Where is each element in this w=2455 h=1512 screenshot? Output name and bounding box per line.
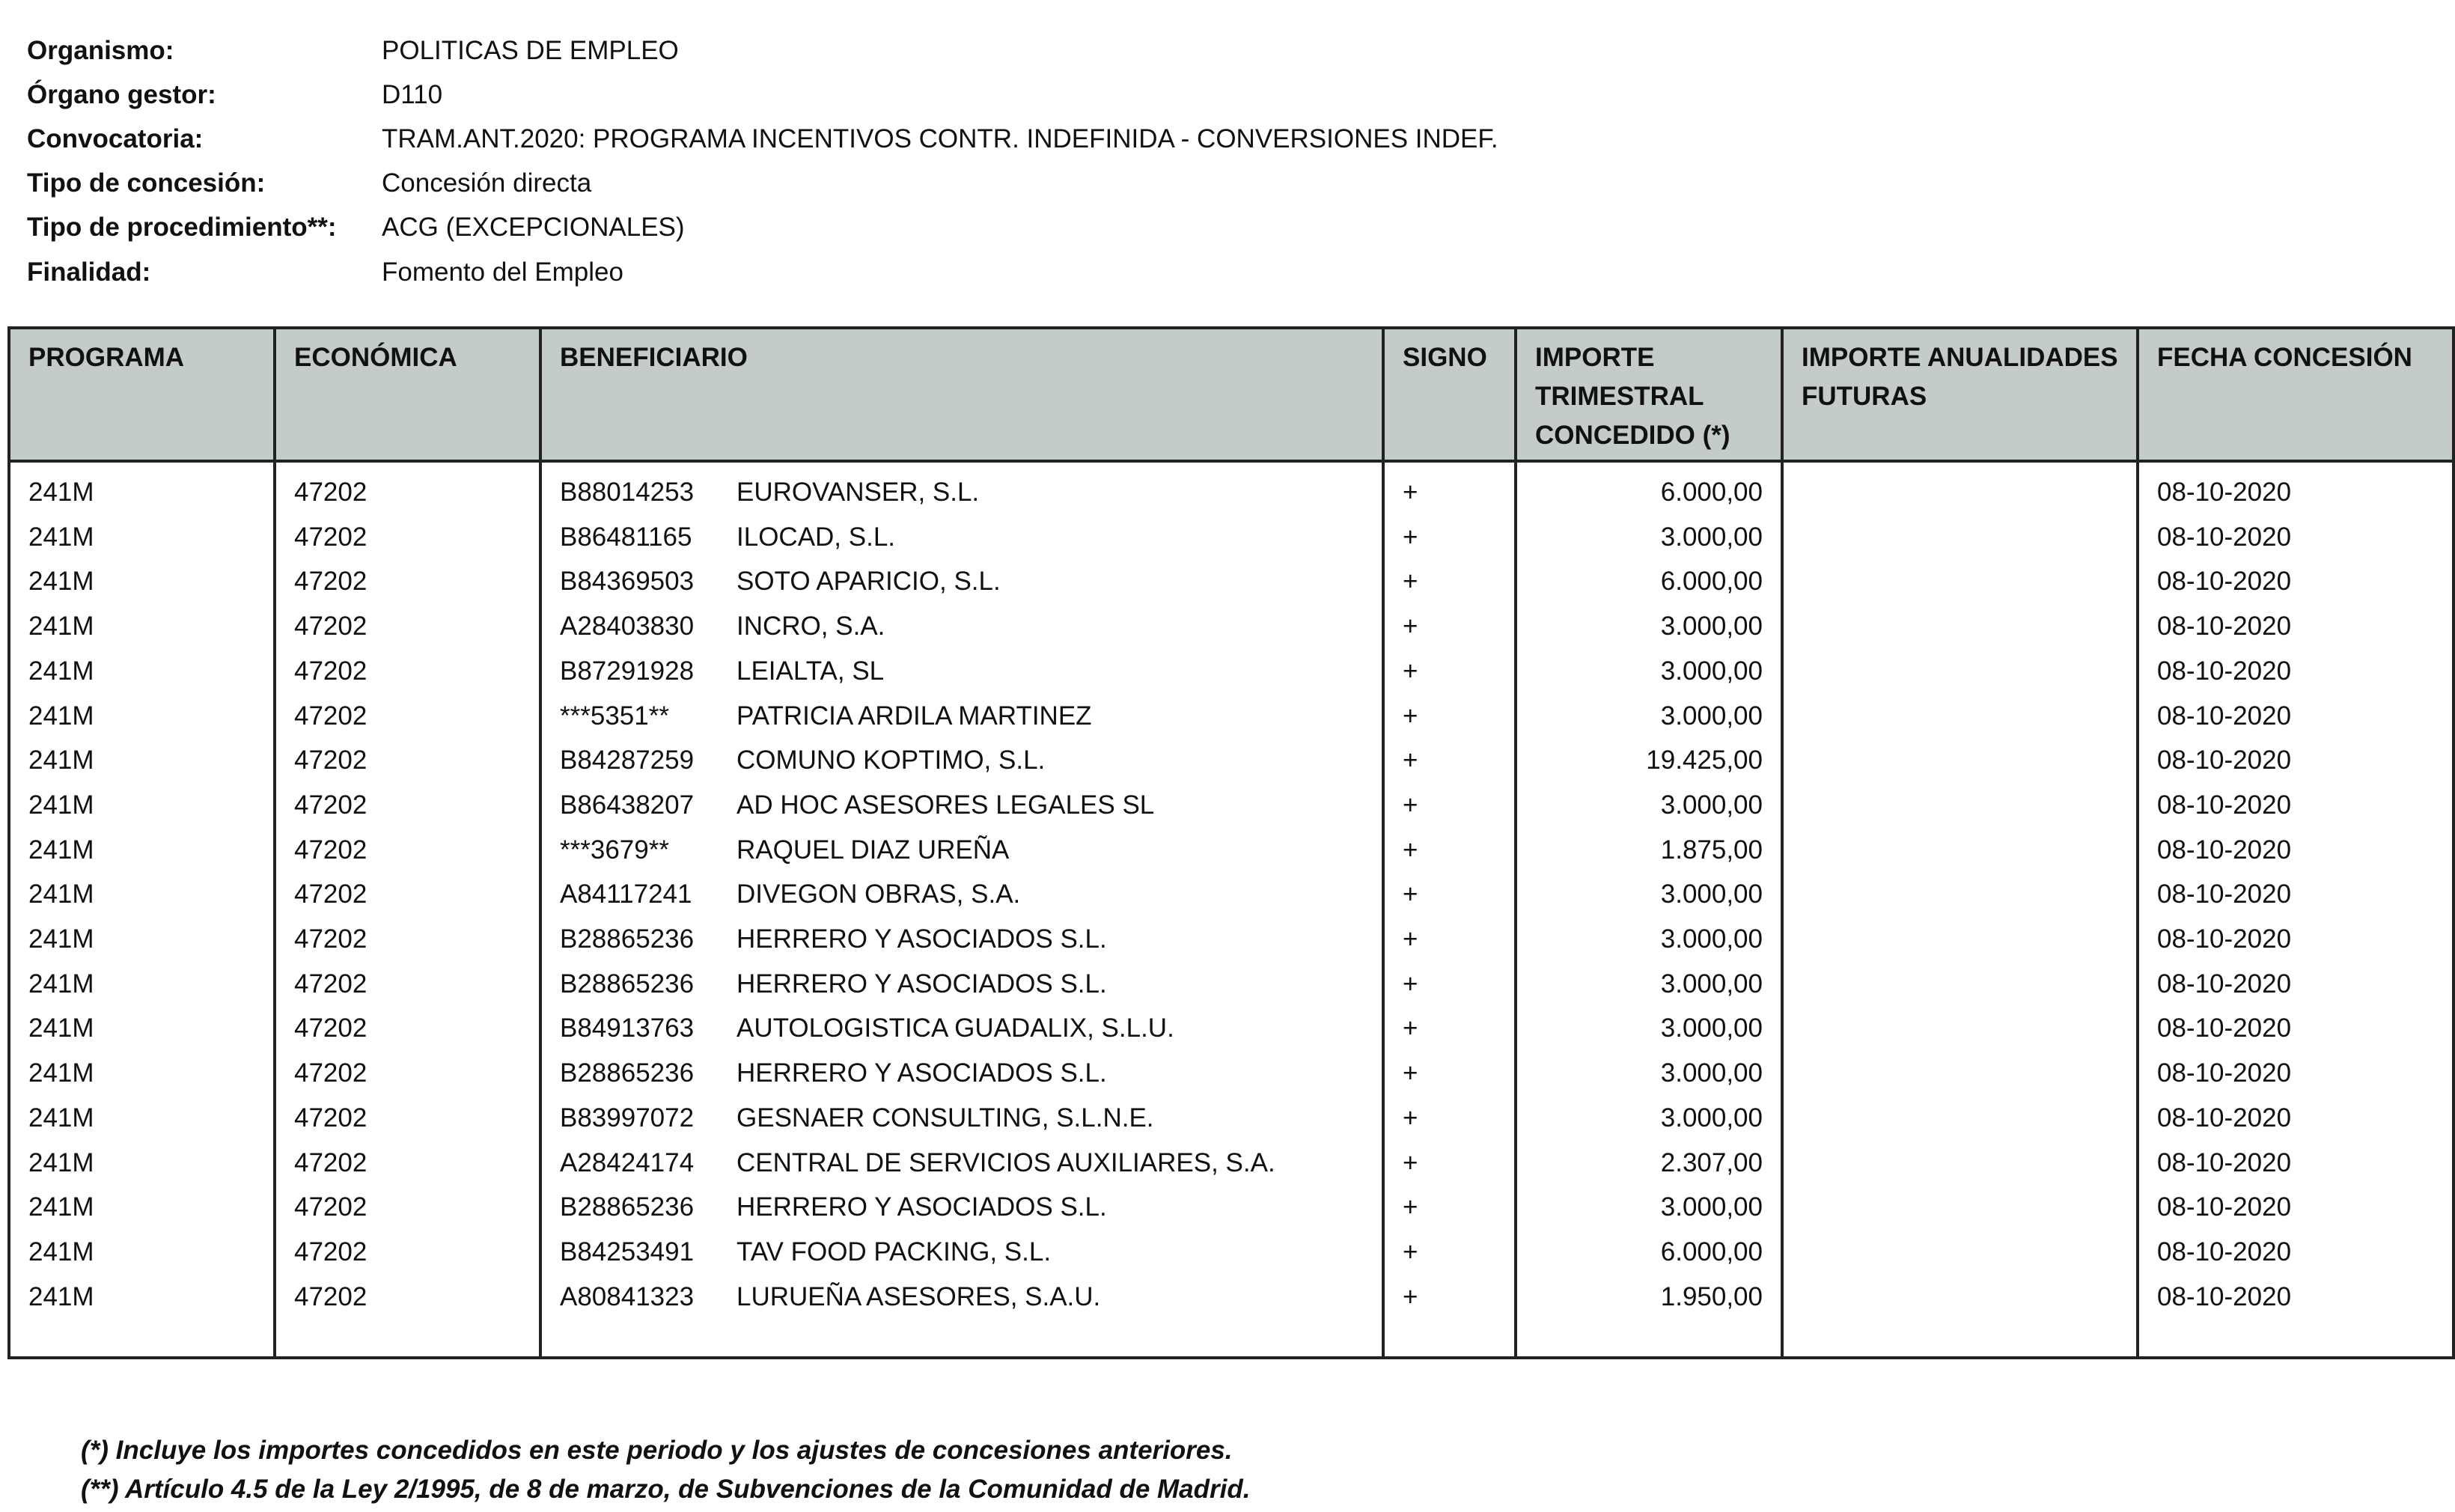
- cell-futuras: [1782, 1006, 2138, 1051]
- table-row: [9, 917, 2454, 962]
- beneficiary-name: PATRICIA ARDILA MARTINEZ: [736, 701, 1092, 731]
- cell-importe: 2.307,00: [1516, 1141, 1782, 1186]
- cell-importe: 3.000,00: [1516, 1006, 1782, 1051]
- cell-beneficiario: [540, 604, 1383, 649]
- cell-economica: 47202: [275, 962, 540, 1007]
- meta-value: POLITICAS DE EMPLEO: [382, 35, 679, 65]
- cell-fecha: 08-10-2020: [2138, 559, 2454, 604]
- beneficiary-name: GESNAER CONSULTING, S.L.N.E.: [736, 1103, 1154, 1133]
- cell-importe: 3.000,00: [1516, 1185, 1782, 1230]
- cell-signo: +: [1383, 1006, 1516, 1051]
- meta-row-organismo: [27, 28, 1498, 73]
- beneficiary-id: B83997072: [560, 1103, 695, 1133]
- beneficiary-name: LEIALTA, SL: [736, 656, 885, 686]
- meta-row-tipo-concesion: [27, 162, 1498, 206]
- meta-value: D110: [382, 79, 443, 109]
- meta-value: ACG (EXCEPCIONALES): [382, 213, 685, 243]
- beneficiary-name: ILOCAD, S.L.: [736, 522, 896, 552]
- table-row: [9, 649, 2454, 694]
- beneficiary-id: B87291928: [560, 656, 695, 686]
- beneficiary-id: B84913763: [560, 1013, 695, 1043]
- cell-economica: 47202: [275, 738, 540, 783]
- cell-programa: 241M: [9, 1141, 275, 1186]
- cell-importe: 3.000,00: [1516, 783, 1782, 828]
- cell-programa: 241M: [9, 962, 275, 1007]
- cell-importe: 3.000,00: [1516, 872, 1782, 917]
- cell-signo: +: [1383, 515, 1516, 560]
- cell-programa: 241M: [9, 738, 275, 783]
- cell-signo: +: [1383, 783, 1516, 828]
- cell-beneficiario: [540, 461, 1383, 515]
- cell-economica: 47202: [275, 515, 540, 560]
- beneficiary-name: HERRERO Y ASOCIADOS S.L.: [736, 1058, 1107, 1088]
- table-row: [9, 1096, 2454, 1141]
- cell-programa: 241M: [9, 1185, 275, 1230]
- meta-label: Organismo:: [27, 35, 174, 65]
- cell-futuras: [1782, 1051, 2138, 1096]
- cell-importe: 6.000,00: [1516, 559, 1782, 604]
- table-row: [9, 1230, 2454, 1275]
- footnotes: [81, 1431, 1250, 1509]
- cell-signo: +: [1383, 1230, 1516, 1275]
- cell-fecha: 08-10-2020: [2138, 1006, 2454, 1051]
- cell-economica: 47202: [275, 1230, 540, 1275]
- meta-value: TRAM.ANT.2020: PROGRAMA INCENTIVOS CONTR. INDEFINIDA - CONVERSIONES INDEF.: [382, 124, 1498, 153]
- beneficiary-name: COMUNO KOPTIMO, S.L.: [736, 746, 1046, 775]
- cell-importe: 19.425,00: [1516, 738, 1782, 783]
- cell-beneficiario: [540, 783, 1383, 828]
- cell-economica: 47202: [275, 694, 540, 739]
- cell-fecha: 08-10-2020: [2138, 515, 2454, 560]
- cell-importe: 3.000,00: [1516, 962, 1782, 1007]
- cell-signo: +: [1383, 872, 1516, 917]
- table-row: [9, 1006, 2454, 1051]
- table-row: [9, 1051, 2454, 1096]
- table-row: [9, 461, 2454, 515]
- cell-beneficiario: [540, 1096, 1383, 1141]
- cell-importe: 3.000,00: [1516, 1096, 1782, 1141]
- beneficiary-name: INCRO, S.A.: [736, 612, 885, 641]
- cell-programa: 241M: [9, 1275, 275, 1320]
- document-header: [27, 28, 1498, 294]
- cell-beneficiario: [540, 649, 1383, 694]
- cell-futuras: [1782, 694, 2138, 739]
- meta-row-tipo-procedimiento: [27, 206, 1498, 250]
- cell-signo: +: [1383, 962, 1516, 1007]
- cell-beneficiario: [540, 559, 1383, 604]
- table-row: [9, 962, 2454, 1007]
- cell-programa: 241M: [9, 828, 275, 873]
- table-end-spacer: [9, 1319, 2454, 1358]
- empty-cell: [1782, 1319, 2138, 1358]
- cell-futuras: [1782, 649, 2138, 694]
- cell-programa: 241M: [9, 461, 275, 515]
- meta-row-convocatoria: [27, 117, 1498, 161]
- cell-beneficiario: [540, 1006, 1383, 1051]
- beneficiary-name: HERRERO Y ASOCIADOS S.L.: [736, 969, 1107, 999]
- cell-fecha: 08-10-2020: [2138, 828, 2454, 873]
- cell-beneficiario: [540, 738, 1383, 783]
- cell-beneficiario: [540, 694, 1383, 739]
- beneficiary-id: A28403830: [560, 612, 695, 641]
- cell-importe: 3.000,00: [1516, 649, 1782, 694]
- cell-programa: 241M: [9, 1096, 275, 1141]
- cell-fecha: 08-10-2020: [2138, 738, 2454, 783]
- cell-signo: +: [1383, 1096, 1516, 1141]
- cell-economica: 47202: [275, 461, 540, 515]
- table-row: [9, 1185, 2454, 1230]
- empty-cell: [1383, 1319, 1516, 1358]
- cell-beneficiario: [540, 828, 1383, 873]
- cell-futuras: [1782, 1275, 2138, 1320]
- empty-cell: [9, 1319, 275, 1358]
- footnote-importe: (*) Incluye los importes concedidos en este periodo y los ajustes de concesiones anteriores.: [81, 1436, 1233, 1465]
- cell-economica: 47202: [275, 1096, 540, 1141]
- table-row: [9, 515, 2454, 560]
- beneficiary-id: B28865236: [560, 1058, 695, 1088]
- cell-programa: 241M: [9, 872, 275, 917]
- cell-importe: 3.000,00: [1516, 515, 1782, 560]
- cell-beneficiario: [540, 1051, 1383, 1096]
- cell-futuras: [1782, 783, 2138, 828]
- meta-label: Convocatoria:: [27, 124, 204, 153]
- table-row: [9, 694, 2454, 739]
- cell-fecha: 08-10-2020: [2138, 783, 2454, 828]
- cell-importe: 3.000,00: [1516, 1051, 1782, 1096]
- cell-beneficiario: [540, 1230, 1383, 1275]
- beneficiary-name: HERRERO Y ASOCIADOS S.L.: [736, 924, 1107, 954]
- cell-futuras: [1782, 604, 2138, 649]
- cell-beneficiario: [540, 515, 1383, 560]
- beneficiary-name: EUROVANSER, S.L.: [736, 478, 980, 507]
- cell-importe: 1.950,00: [1516, 1275, 1782, 1320]
- cell-fecha: 08-10-2020: [2138, 461, 2454, 515]
- header-importe-trimestral: IMPORTE TRIMESTRAL CONCEDIDO (*): [1516, 328, 1782, 461]
- beneficiary-id: A28424174: [560, 1147, 695, 1177]
- table-body: [9, 461, 2454, 1358]
- cell-futuras: [1782, 962, 2138, 1007]
- cell-signo: +: [1383, 1141, 1516, 1186]
- cell-futuras: [1782, 872, 2138, 917]
- header-signo: SIGNO: [1383, 328, 1516, 461]
- cell-economica: 47202: [275, 828, 540, 873]
- cell-signo: +: [1383, 559, 1516, 604]
- cell-importe: 6.000,00: [1516, 461, 1782, 515]
- cell-signo: +: [1383, 604, 1516, 649]
- beneficiary-name: LURUEÑA ASESORES, S.A.U.: [736, 1281, 1101, 1311]
- cell-futuras: [1782, 515, 2138, 560]
- beneficiary-id: B28865236: [560, 1192, 695, 1222]
- cell-programa: 241M: [9, 1006, 275, 1051]
- empty-cell: [2138, 1319, 2454, 1358]
- cell-importe: 1.875,00: [1516, 828, 1782, 873]
- cell-futuras: [1782, 828, 2138, 873]
- cell-futuras: [1782, 1230, 2138, 1275]
- cell-futuras: [1782, 917, 2138, 962]
- beneficiary-name: SOTO APARICIO, S.L.: [736, 567, 1001, 597]
- beneficiary-name: RAQUEL DIAZ UREÑA: [736, 835, 1010, 865]
- cell-signo: +: [1383, 828, 1516, 873]
- cell-signo: +: [1383, 694, 1516, 739]
- meta-row-finalidad: [27, 250, 1498, 294]
- cell-fecha: 08-10-2020: [2138, 917, 2454, 962]
- meta-label: Finalidad:: [27, 257, 151, 287]
- table-row: [9, 872, 2454, 917]
- meta-row-organo-gestor: [27, 73, 1498, 117]
- cell-economica: 47202: [275, 649, 540, 694]
- cell-programa: 241M: [9, 917, 275, 962]
- cell-futuras: [1782, 559, 2138, 604]
- beneficiary-id: B84287259: [560, 746, 695, 775]
- cell-fecha: 08-10-2020: [2138, 872, 2454, 917]
- cell-fecha: 08-10-2020: [2138, 694, 2454, 739]
- cell-fecha: 08-10-2020: [2138, 1185, 2454, 1230]
- cell-economica: 47202: [275, 1006, 540, 1051]
- cell-beneficiario: [540, 917, 1383, 962]
- beneficiary-id: B86438207: [560, 790, 695, 820]
- cell-economica: 47202: [275, 1051, 540, 1096]
- cell-signo: +: [1383, 1051, 1516, 1096]
- footnote-ley: (**) Artículo 4.5 de la Ley 2/1995, de 8 de marzo, de Subvenciones de la Comunidad de Madrid.: [81, 1475, 1251, 1504]
- header-beneficiario: BENEFICIARIO: [540, 328, 1383, 461]
- header-programa: PROGRAMA: [9, 328, 275, 461]
- cell-economica: 47202: [275, 1185, 540, 1230]
- table-row: [9, 1275, 2454, 1320]
- cell-programa: 241M: [9, 783, 275, 828]
- cell-futuras: [1782, 461, 2138, 515]
- cell-economica: 47202: [275, 917, 540, 962]
- header-importe-futuras: IMPORTE ANUALIDADES FUTURAS: [1782, 328, 2138, 461]
- beneficiary-name: TAV FOOD PACKING, S.L.: [736, 1237, 1052, 1266]
- beneficiary-id: ***5351**: [560, 701, 669, 731]
- cell-beneficiario: [540, 1141, 1383, 1186]
- cell-beneficiario: [540, 1185, 1383, 1230]
- beneficiary-id: A84117241: [560, 880, 692, 909]
- cell-fecha: 08-10-2020: [2138, 1275, 2454, 1320]
- cell-programa: 241M: [9, 559, 275, 604]
- cell-programa: 241M: [9, 694, 275, 739]
- beneficiary-id: B84253491: [560, 1237, 695, 1266]
- cell-beneficiario: [540, 962, 1383, 1007]
- header-fecha-concesion: FECHA CONCESIÓN: [2138, 328, 2454, 461]
- cell-beneficiario: [540, 872, 1383, 917]
- meta-label: Órgano gestor:: [27, 79, 216, 109]
- beneficiary-id: B28865236: [560, 924, 695, 954]
- cell-economica: 47202: [275, 1141, 540, 1186]
- beneficiary-id: ***3679**: [560, 835, 669, 865]
- cell-fecha: 08-10-2020: [2138, 1051, 2454, 1096]
- beneficiary-name: AUTOLOGISTICA GUADALIX, S.L.U.: [736, 1013, 1174, 1043]
- table-row: [9, 738, 2454, 783]
- beneficiary-id: B88014253: [560, 478, 695, 507]
- beneficiary-name: AD HOC ASESORES LEGALES SL: [736, 790, 1155, 820]
- empty-cell: [1516, 1319, 1782, 1358]
- cell-economica: 47202: [275, 559, 540, 604]
- cell-futuras: [1782, 1185, 2138, 1230]
- table-row: [9, 604, 2454, 649]
- cell-economica: 47202: [275, 1275, 540, 1320]
- table-row: [9, 828, 2454, 873]
- beneficiary-id: B86481165: [560, 522, 692, 552]
- cell-programa: 241M: [9, 604, 275, 649]
- cell-futuras: [1782, 1096, 2138, 1141]
- meta-value: Fomento del Empleo: [382, 257, 623, 287]
- cell-signo: +: [1383, 1275, 1516, 1320]
- cell-importe: 3.000,00: [1516, 694, 1782, 739]
- cell-fecha: 08-10-2020: [2138, 1230, 2454, 1275]
- meta-value: Concesión directa: [382, 168, 592, 198]
- cell-signo: +: [1383, 1185, 1516, 1230]
- beneficiary-id: A80841323: [560, 1281, 695, 1311]
- grants-table: [7, 326, 2455, 1359]
- cell-fecha: 08-10-2020: [2138, 962, 2454, 1007]
- beneficiary-id: B28865236: [560, 969, 695, 999]
- table-row: [9, 783, 2454, 828]
- table-row: [9, 559, 2454, 604]
- table-row: [9, 1141, 2454, 1186]
- empty-cell: [540, 1319, 1383, 1358]
- cell-fecha: 08-10-2020: [2138, 1096, 2454, 1141]
- header-economica: ECONÓMICA: [275, 328, 540, 461]
- cell-importe: 3.000,00: [1516, 604, 1782, 649]
- cell-economica: 47202: [275, 872, 540, 917]
- cell-economica: 47202: [275, 783, 540, 828]
- cell-programa: 241M: [9, 649, 275, 694]
- beneficiary-name: HERRERO Y ASOCIADOS S.L.: [736, 1192, 1107, 1222]
- cell-importe: 3.000,00: [1516, 917, 1782, 962]
- cell-signo: +: [1383, 649, 1516, 694]
- empty-cell: [275, 1319, 540, 1358]
- cell-programa: 241M: [9, 515, 275, 560]
- meta-label: Tipo de procedimiento**:: [27, 213, 337, 243]
- cell-signo: +: [1383, 738, 1516, 783]
- meta-label: Tipo de concesión:: [27, 168, 266, 198]
- cell-fecha: 08-10-2020: [2138, 649, 2454, 694]
- cell-signo: +: [1383, 461, 1516, 515]
- cell-futuras: [1782, 738, 2138, 783]
- cell-programa: 241M: [9, 1230, 275, 1275]
- beneficiary-name: CENTRAL DE SERVICIOS AUXILIARES, S.A.: [736, 1147, 1275, 1177]
- cell-futuras: [1782, 1141, 2138, 1186]
- cell-economica: 47202: [275, 604, 540, 649]
- cell-beneficiario: [540, 1275, 1383, 1320]
- cell-signo: +: [1383, 917, 1516, 962]
- table-header-row: [9, 328, 2454, 461]
- beneficiary-name: DIVEGON OBRAS, S.A.: [736, 880, 1021, 909]
- cell-fecha: 08-10-2020: [2138, 1141, 2454, 1186]
- cell-importe: 6.000,00: [1516, 1230, 1782, 1275]
- beneficiary-id: B84369503: [560, 567, 695, 597]
- cell-programa: 241M: [9, 1051, 275, 1096]
- cell-fecha: 08-10-2020: [2138, 604, 2454, 649]
